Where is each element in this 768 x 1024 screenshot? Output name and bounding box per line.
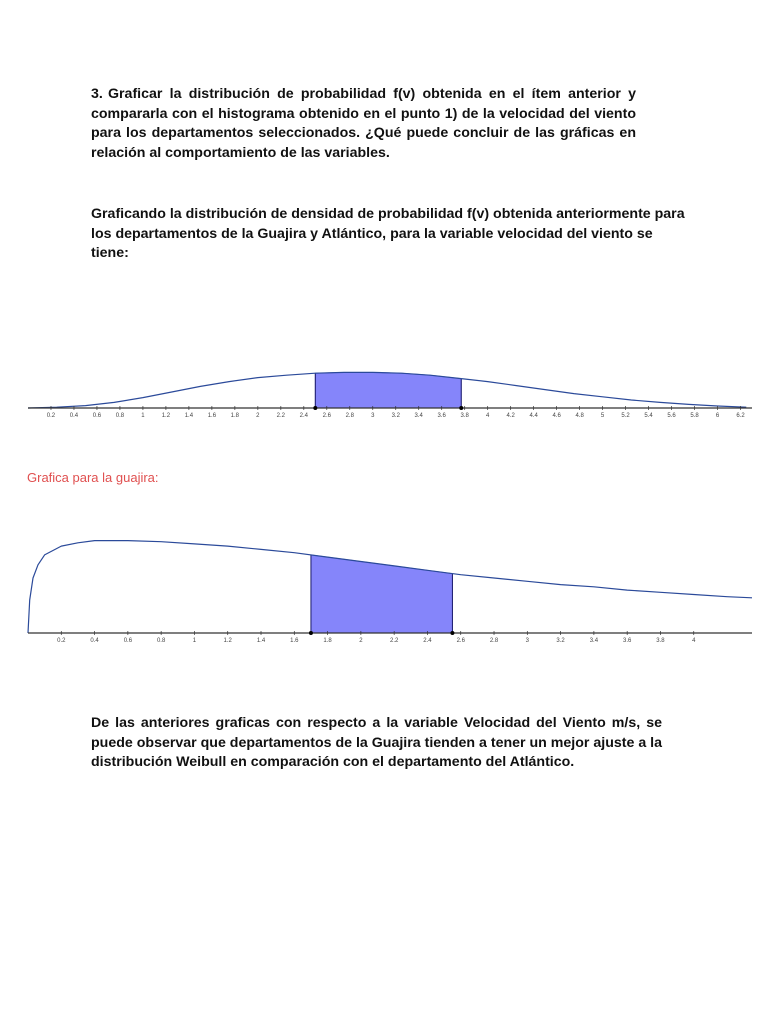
x-tick-label: 1 <box>141 413 145 419</box>
x-tick-label: 2 <box>359 638 363 644</box>
shaded-area <box>315 372 461 408</box>
x-tick-label: 2.2 <box>389 638 399 644</box>
x-tick-label: 4 <box>692 638 696 644</box>
x-tick-label: 4 <box>486 413 490 419</box>
x-tick-label: 4.6 <box>552 413 561 419</box>
x-tick-label: 0.2 <box>57 638 66 644</box>
conclusion-paragraph: De las anteriores graficas con respecto a la variable Velocidad del Viento m/s, se puede observar que departamentos de la Guajira tienden a tener un mejor ajuste a la distribución Weibull en comparación con el departamento del Atlántico. <box>91 715 662 770</box>
x-tick-label: 2.8 <box>345 413 354 419</box>
x-tick-label: 1.6 <box>290 638 299 644</box>
intro-paragraph: Graficando la distribución de densidad de probabilidad f(v) obtenida anteriormente para los departamentos de la Guajira y Atlántico, para la variable velocidad del viento se tiene: <box>91 206 685 261</box>
x-tick-label: 5.6 <box>667 413 676 419</box>
x-tick-label: 2.4 <box>423 638 432 644</box>
x-tick-label: 3.2 <box>556 638 565 644</box>
x-tick-label: 5.2 <box>621 413 630 419</box>
x-tick-label: 1.6 <box>207 413 217 419</box>
question-paragraph <box>91 85 636 163</box>
chart-caption-guajira: Grafica para la guajira: <box>27 470 159 485</box>
x-tick-label: 5 <box>600 413 605 419</box>
x-tick-label: 1.2 <box>161 413 171 419</box>
question-text: Graficar la distribución de probabilidad f(v) obtenida en el ítem anterior y compararla con el histograma obtenido en el punto 1) de la velocidad del viento para los departamentos seleccionados. ¿Qué puede concluir de las gráficas en relación al comportamiento de las variables. <box>91 86 636 161</box>
interval-start-marker <box>313 406 317 410</box>
x-tick-label: 5.8 <box>690 413 699 419</box>
x-tick-label: 1.4 <box>184 413 194 419</box>
x-tick-label: 3.6 <box>437 413 446 419</box>
x-tick-label: 4.4 <box>529 413 538 419</box>
x-tick-label: 0.8 <box>115 413 125 419</box>
x-tick-label: 1.4 <box>256 638 266 644</box>
x-tick-label: 0.6 <box>123 638 133 644</box>
x-tick-label: 1.8 <box>230 413 240 419</box>
interval-end-marker <box>459 406 463 410</box>
x-tick-label: 2.8 <box>489 638 499 644</box>
x-tick-label: 2.2 <box>276 413 285 419</box>
x-tick-label: 2.6 <box>322 413 331 419</box>
x-tick-label: 3.2 <box>391 413 400 419</box>
x-tick-label: 2.4 <box>299 413 308 419</box>
x-tick-label: 0.8 <box>156 638 166 644</box>
x-tick-label: 0.4 <box>69 413 79 419</box>
x-tick-label: 2 <box>256 413 260 419</box>
interval-start-marker <box>309 631 313 635</box>
x-tick-label: 6 <box>715 413 720 419</box>
chart-guajira <box>0 500 768 650</box>
x-tick-label: 1.8 <box>323 638 332 644</box>
interval-end-marker <box>450 631 454 635</box>
x-tick-label: 3 <box>371 413 375 419</box>
chart-atlantico <box>0 280 768 430</box>
x-tick-label: 3.8 <box>460 413 469 419</box>
x-tick-label: 5.4 <box>644 413 653 419</box>
x-tick-label: 3.6 <box>623 638 632 644</box>
x-tick-label: 3.4 <box>589 638 599 644</box>
x-tick-label: 6.2 <box>736 413 745 419</box>
x-tick-label: 0.2 <box>46 413 56 419</box>
shaded-area <box>311 555 452 633</box>
question-number: 3. <box>91 86 103 102</box>
x-tick-label: 1.2 <box>223 638 232 644</box>
x-tick-label: 3.4 <box>414 413 423 419</box>
x-tick-label: 1 <box>192 638 197 644</box>
x-tick-label: 4.2 <box>506 413 515 419</box>
x-tick-label: 0.6 <box>92 413 102 419</box>
x-tick-label: 3 <box>525 638 529 644</box>
x-tick-label: 4.8 <box>575 413 584 419</box>
x-tick-label: 2.6 <box>456 638 465 644</box>
x-tick-label: 0.4 <box>90 638 99 644</box>
x-tick-label: 3.8 <box>656 638 665 644</box>
